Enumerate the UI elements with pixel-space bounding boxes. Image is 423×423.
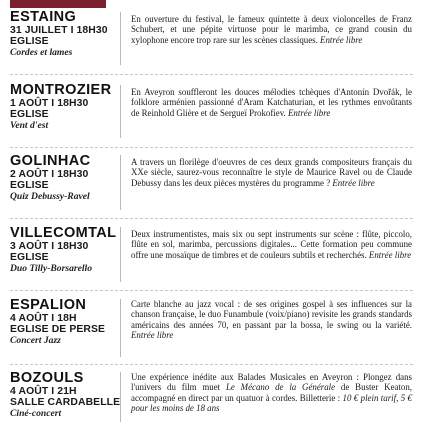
concert-town: ESPALION [10, 297, 87, 313]
column-separator [120, 12, 121, 65]
admission-note: Entrée libre [332, 177, 375, 188]
ticket-prices: 10 € plein tarif, 5 € pour les moins de 18 ans [131, 392, 412, 413]
description-text: A travers un florilège d'oeuvres de ces deux grands compositeurs français du XXe siècle, saurez-vous reconnaître le style de Maurice Ravel ou de Claude Debussy dans les deux pièces mystères du programme ? [131, 157, 412, 188]
concert-info [10, 83, 122, 131]
admission-note: Entrée libre [320, 34, 363, 45]
concert-description [131, 299, 412, 340]
admission-note: Entrée libre [288, 107, 331, 118]
concert-date: 1 AOÛT I 18H30 [10, 98, 89, 109]
concert-program: Ciné-concert [10, 408, 62, 419]
entry-divider [10, 147, 413, 148]
concert-date: 31 JUILLET I 18H30 [10, 25, 108, 36]
concert-info [10, 10, 122, 58]
entry-divider [10, 218, 413, 219]
column-separator [120, 227, 121, 282]
concert-info [10, 371, 122, 419]
concert-venue: EGLISE [10, 180, 49, 191]
description-text: Deux instrumentistes, mais six ou sept instruments sur scène : flûte, piccolo, flûte en sol, marimba, percussions digitales... Cette formation peu commune offre une mosaïque de timbres et de couleurs subtils et recherchés. [131, 229, 412, 260]
concert-town: ESTAING [10, 9, 77, 25]
header-bar [10, 0, 106, 8]
concert-description [131, 87, 412, 118]
concert-town: GOLINHAC [10, 153, 91, 169]
concert-venue: EGLISE DE PERSE [10, 324, 106, 335]
concert-date: 4 AOÛT I 21H [10, 386, 77, 397]
entry-divider [10, 364, 413, 365]
concert-town: MONTROZIER [10, 82, 112, 98]
concert-town: BOZOULS [10, 370, 84, 386]
column-separator [120, 85, 121, 138]
concert-description [131, 157, 412, 188]
concert-venue: EGLISE [10, 36, 49, 47]
entry-divider [10, 290, 413, 291]
description-text: En Aveyron souffleront les douces mélodies tchèques d'Antonín Dvořák, le folklore arménien passionné d'Aram Katchaturian, et les rythmes envoûtants de Reinhold Glière et de Sergueï Prokofiev. [131, 87, 412, 118]
admission-note: Entrée libre [368, 249, 412, 260]
description-text: Une expérience inédite aux Balades Musicales en Aveyron : Plongez dans l'univers du film muet [131, 372, 412, 393]
description-text-continued: de Buster Keaton, accompagné en direct par un quatuor à cordes. Billetterie : [131, 382, 413, 403]
column-separator [120, 372, 121, 422]
concert-venue: EGLISE [10, 252, 49, 263]
concert-date: 3 AOÛT I 18H30 [10, 241, 89, 252]
description-text: Carte blanche au jazz vocal : de ses origines gospel à ses influences sur la chanson française, le duo Funambule (voix/piano) revisite les grands standards américains des années 70, en passant par la bossa, le swing ou la variété. [131, 299, 412, 330]
concert-venue: SALLE CARDABELLE [10, 397, 121, 408]
concert-info [10, 226, 122, 274]
concert-info [10, 298, 122, 346]
concert-program: Concert Jazz [10, 335, 61, 346]
concert-program: Quiz Debussy-Ravel [10, 191, 90, 202]
concert-date: 4 AOÛT I 18H [10, 313, 77, 324]
concert-description [131, 14, 412, 45]
column-separator [120, 299, 121, 357]
concert-town: VILLECOMTAL [10, 225, 117, 241]
admission-note: Entrée libre [131, 329, 174, 340]
concert-description [131, 229, 412, 260]
concert-program: Cordes et lames [10, 47, 73, 58]
column-separator [120, 155, 121, 210]
concert-program: Vent d'est [10, 120, 49, 131]
film-title: Le Mécano de la Générale [225, 382, 336, 393]
concert-program: Duo Tilly-Borsarello [10, 263, 92, 274]
concert-venue: EGLISE [10, 109, 49, 120]
concert-date: 2 AOÛT I 18H30 [10, 169, 89, 180]
description-text: En ouverture du festival, le fameux quintette à deux violoncelles de Franz Schubert, et une pépite virtuose pour le marimba, ce grand cousin du xylophone encore trop rare sur les scènes classiques. [131, 14, 412, 45]
concert-description [131, 372, 412, 413]
entry-divider [10, 74, 413, 75]
concert-info [10, 154, 122, 202]
